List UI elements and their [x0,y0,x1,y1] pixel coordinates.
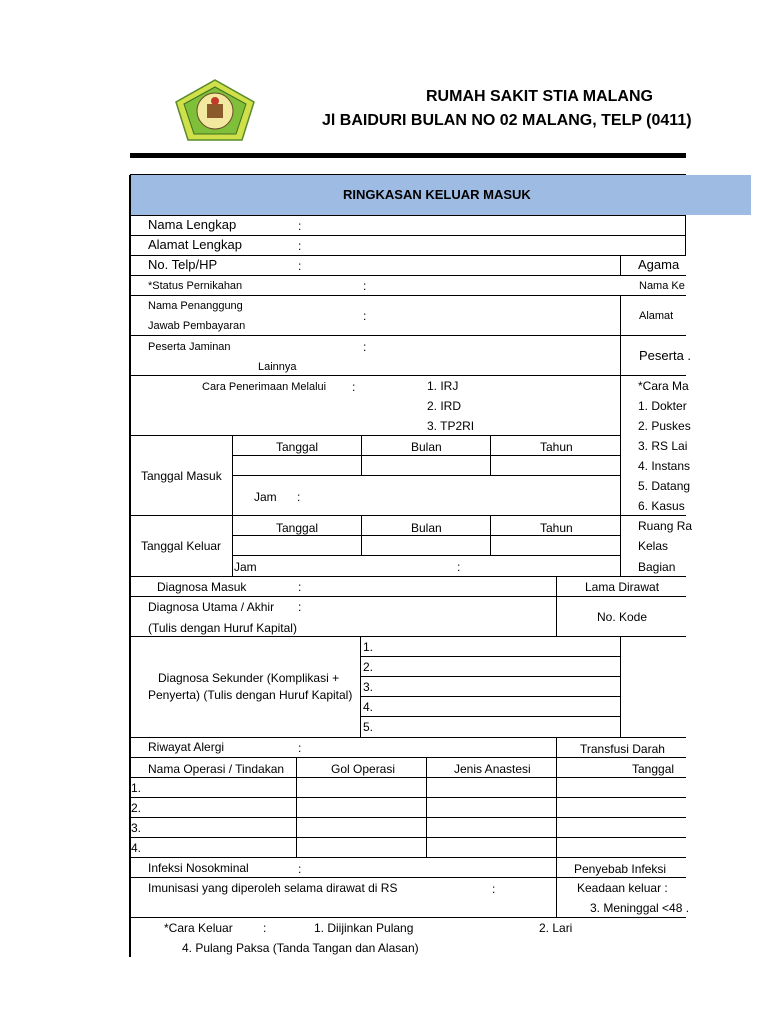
colon: : [363,340,367,354]
rule [130,375,686,376]
label-riwayat-alergi: Riwayat Alergi [148,740,225,754]
rule [232,555,620,556]
label-alamat: Alamat [639,310,674,322]
rule [620,255,621,275]
rule [130,817,686,818]
colon: : [298,219,302,233]
sekunder-num: 1. [363,640,374,654]
cara-masuk-option: 3. RS Lai [638,439,688,453]
label-lama-dirawat: Lama Dirawat [585,580,660,594]
rule [130,917,686,918]
cara-masuk-option: 5. Datang [638,479,691,493]
colon: : [457,560,461,574]
hospital-logo [174,78,256,142]
rule [130,576,686,577]
label-jam: Jam [234,560,257,574]
rule [685,215,686,255]
label-infeksi: Infeksi Nosokminal [148,861,249,875]
label-jam: Jam [254,490,277,504]
rule [360,716,620,717]
label-status-pernikahan: *Status Pernikahan [148,280,243,292]
colon: : [298,259,302,273]
rule [130,837,686,838]
rule [360,696,620,697]
col-tanggal: Tanggal [276,521,319,535]
col-op-tanggal: Tanggal [632,762,675,776]
label-agama: Agama [638,257,680,272]
label-meninggal: 3. Meninggal <48 . [590,901,690,915]
label-peserta-jaminan: Peserta Jaminan [148,341,231,353]
label-no-kode: No. Kode [597,610,648,624]
label-diagnosa-utama: Diagnosa Utama / Akhir [148,600,275,614]
colon: : [363,279,367,293]
rule [426,757,427,857]
label-nama-lengkap: Nama Lengkap [148,217,237,232]
label-tulis-kapital: (Tulis dengan Huruf Kapital) [148,621,297,635]
label-bagian: Bagian [638,560,676,574]
rule [360,676,620,677]
option-irj: 1. IRJ [427,379,459,393]
colon: : [298,600,302,614]
col-tahun: Tahun [540,440,573,454]
label-peserta: Peserta . [639,348,692,363]
rule [130,857,686,858]
rule [490,515,491,555]
label-transfusi-darah: Transfusi Darah [580,742,665,756]
colon: : [297,490,301,504]
sekunder-num: 4. [363,700,374,714]
option-tp2ri: 3. TP2RI [427,419,475,433]
label-imunisasi: Imunisasi yang diperoleh selama dirawat di RS [148,881,398,895]
colon: : [298,741,302,755]
label-tanggal-keluar: Tanggal Keluar [141,539,222,553]
rule [556,857,557,917]
label-diagnosa-sekunder-2: Penyerta) (Tulis dengan Huruf Kapital) [148,688,353,702]
rule [130,757,686,758]
cara-masuk-option: 4. Instans [638,459,691,473]
rule [556,757,557,857]
rule [556,737,557,757]
label-ruang: Ruang Ra [638,519,693,533]
col-tahun: Tahun [540,521,573,535]
rule [130,596,686,597]
rule [130,174,686,175]
rule [361,515,362,555]
rule [620,375,621,576]
label-tanggal-masuk: Tanggal Masuk [141,469,222,483]
option-pulang-paksa: 4. Pulang Paksa (Tanda Tangan dan Alasan) [182,941,419,955]
rule [232,475,620,476]
rule [361,435,362,475]
form-left-border [129,175,131,957]
operasi-num: 2. [131,801,142,815]
sekunder-num: 2. [363,660,374,674]
label-penyebab-infeksi: Penyebab Infeksi [574,862,667,876]
rule [232,535,620,536]
rule [620,636,621,737]
operasi-num: 3. [131,821,142,835]
option-lari: 2. Lari [539,921,573,935]
col-jenis-anastesi: Jenis Anastesi [454,762,531,776]
rule [296,757,297,857]
label-nama-penanggung: Nama Penanggung [148,300,243,312]
colon: : [298,862,302,876]
hospital-address: Jl BAIDURI BULAN NO 02 MALANG, TELP (0411) [322,112,692,129]
rule [556,576,557,636]
rule [130,515,686,516]
rule [620,295,621,375]
cara-masuk-option: 2. Puskes [638,419,691,433]
col-gol-operasi: Gol Operasi [331,762,396,776]
col-nama-operasi: Nama Operasi / Tindakan [148,762,285,776]
label-diagnosa-masuk: Diagnosa Masuk [157,580,247,594]
label-kelas: Kelas [638,539,669,553]
rule [130,275,686,276]
rule [130,777,686,778]
rule [130,737,686,738]
sekunder-num: 5. [363,720,374,734]
label-lainnya: Lainnya [258,361,297,373]
label-no-telp: No. Telp/HP [148,257,218,272]
rule [130,335,686,336]
rule [360,656,620,657]
header-separator [130,153,686,158]
operasi-num: 4. [131,841,142,855]
option-diijinkan-pulang: 1. Diijinkan Pulang [314,921,414,935]
label-cara-penerimaan: Cara Penerimaan Melalui [202,381,327,393]
sekunder-num: 3. [363,680,374,694]
rule [130,215,686,216]
label-nama-ke: Nama Ke [639,280,685,292]
colon: : [298,239,302,253]
cara-masuk-option: 6. Kasus [638,499,685,513]
option-ird: 2. IRD [427,399,462,413]
col-bulan: Bulan [411,440,442,454]
rule [130,797,686,798]
label-alamat-lengkap: Alamat Lengkap [148,237,242,252]
col-tanggal: Tanggal [276,440,319,454]
rule [232,455,620,456]
operasi-num: 1. [131,781,142,795]
rule [232,435,233,576]
rule [490,435,491,475]
rule [130,435,620,436]
colon: : [492,882,496,896]
cara-masuk-title: *Cara Ma [638,379,689,393]
label-diagnosa-sekunder-1: Diagnosa Sekunder (Komplikasi + [158,671,340,685]
label-cara-keluar: *Cara Keluar [164,921,233,935]
cara-masuk-option: 1. Dokter [638,399,687,413]
rule [360,636,361,737]
hospital-name: RUMAH SAKIT STIA MALANG [426,88,653,105]
rule [130,255,686,256]
colon: : [363,309,367,323]
label-jawab-pembayaran: Jawab Pembayaran [148,320,246,332]
rule [130,235,686,236]
col-bulan: Bulan [411,521,442,535]
rule [130,295,686,296]
colon: : [298,580,302,594]
rule [130,636,686,637]
rule [130,877,686,878]
colon: : [263,921,267,935]
label-keadaan-keluar: Keadaan keluar : [577,881,668,895]
colon: : [352,380,356,394]
form-title: RINGKASAN KELUAR MASUK [343,187,531,202]
